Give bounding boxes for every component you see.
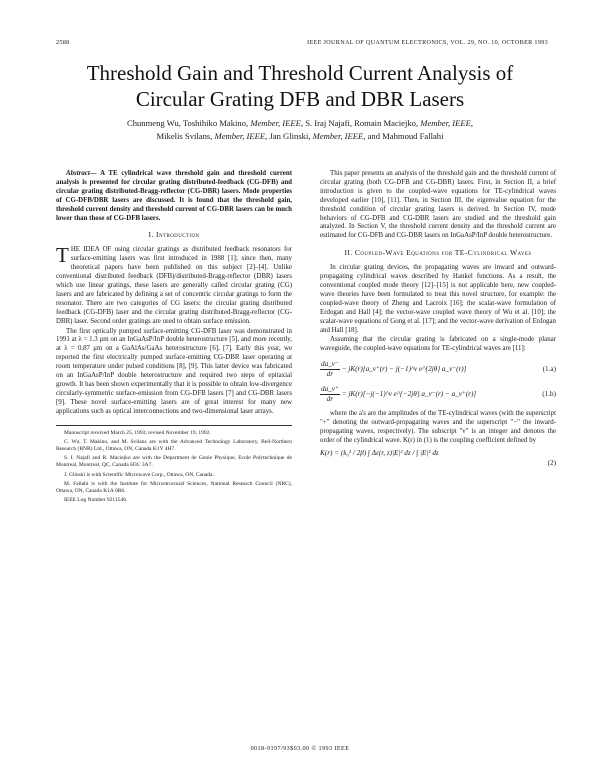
intro-lead: HE IDEA OF <box>70 246 112 254</box>
page-number: 2588 <box>56 39 70 46</box>
eq-fraction <box>320 385 340 404</box>
equation-number: (1.b) <box>542 389 556 398</box>
abstract-label: Abstract— <box>66 170 97 177</box>
author-names-2: S. Iraj Najafi, Romain Maciejko, <box>305 118 419 128</box>
section-title: Introduction <box>156 230 200 240</box>
intro-paragraph-2: The first optically pumped surface-emitting CG-DFB laser was demonstrated in 1991 at λ = 1.3 μm on an InGaAsP/InP double heterostructure [5], and more recently, at λ = 0.87 μm on a GaAlAs/GaAs heterostructure [6], [7]. Early this year, we reported the first electrically pumped surface-emitting CG-DBR laser operating at room temperature under pulsed conditions [8], [9]. This latter device was fabricated on an InGaAsP/InP double heterostructure and required two steps of epitaxial growth. It has been shown experimentally that it is possible to obtain low-divergence circularly-symmetric surface-emission from CG-DFB lasers [7] and CG-DBR lasers [9]. These novel surface-emitting lasers are of great interest for many new applications such as optical interconnections and two-dimensional laser arrays. <box>56 327 292 415</box>
author-names-3: Mikelis Svilans, <box>156 130 213 141</box>
abstract <box>56 170 292 223</box>
equation-body: K(r) = (k₀² / 2β) ∫ Δε(r, z)|E|² dz / ∫ |E|² dz <box>320 449 439 458</box>
footnote-divider <box>56 425 292 426</box>
equation-1a <box>320 360 556 379</box>
section-title: Coupled-Wave Equations for TE-Cylindrical Waves <box>354 248 532 258</box>
left-column <box>56 170 292 506</box>
eq-numerator: da_ν⁺ <box>321 385 339 394</box>
drop-cap: T <box>56 243 69 268</box>
section2-paragraph-3: where the a's are the amplitudes of the TE-cylindrical waves (with the superscript "+" denoting the outward-propagating waves and the superscript "−" the inward-propagating waves, respectively). The subscript "ν" is an integer and denotes the order of the cylindrical wave. K(r) in (1) is the coupling coefficient defined by <box>320 409 556 444</box>
running-header <box>56 39 548 49</box>
section-heading-1 <box>56 231 292 240</box>
paper-title <box>40 60 560 112</box>
member-tag: Member, IEEE, <box>214 130 268 141</box>
equation-number: (2) <box>547 459 556 468</box>
footnote: C. Wu, T. Makino, and M. Svilans are with the Advanced Technology Laboratory, Bell-Northern Research (BNR) Ltd., Ottawa, ON, Canada K1Y 4H7. <box>56 438 292 452</box>
footnote: IEEE Log Number 9211546. <box>64 497 128 504</box>
footnote: J. Glinski is with Scientific Microwave Corp., Ottawa, ON, Canada. <box>64 471 214 478</box>
equation-2 <box>320 449 556 468</box>
footnote: M. Fallahi is with the Institute for Microstructural Sciences, National Research Council (NRC), Ottawa, ON, Canada K1A 0R6. <box>56 480 292 494</box>
member-tag: Member, IEEE, <box>312 130 366 141</box>
equation-number: (1.a) <box>542 365 556 374</box>
right-column <box>320 170 556 468</box>
intro-text-1: using circular gratings as distributed feedback resonators for surface-emitting lasers was first introduced in 1988 [1]; since then, many theoretical papers have been published on this subject [2]–[4]. Unlike conventional distributed feedback (DFB)/distributed-Bragg-reflector (DBR) lasers which use linear gratings, these lasers are generally called circular grating (CG) lasers and are fabricated by defining a set of concentric circular gratings to form the resonator. There are two categories of CG lasers: the circular grating distributed feedback (CG-DFB) laser and the circular grating distributed-Bragg-reflector (CG-DBR) laser. Second order gratings are used to obtain surface emission. <box>56 246 292 325</box>
equation-body: = jK(r)[−j(−1)^ν e^{−2jθ} a_ν⁻(r) − a_ν⁺(r)] <box>341 389 477 398</box>
overview-paragraph: This paper presents an analysis of the threshold gain and the threshold current of circular grating (both CG-DFB and CG-DBR) lasers. First, in Section II, a brief introduction is given to the coupled-wave equations for TE-cylindrical waves developed earlier [10], [11]. Then, in Section III, the eigenvalue equation for the threshold condition of circular grating lasers is derived. In Section IV, mode behaviors of CG-DFB and CG-DBR lasers are studied and the threshold gain analyzed. In Section V, the threshold current density and the threshold current are estimated for CG-DFB and CG-DBR lasers on InGaAsP/InP double heterostructure. <box>320 170 556 240</box>
equation-1b <box>320 385 556 404</box>
footnote: Manuscript received March 25, 1993; revised November 19, 1992. <box>64 429 211 436</box>
section-numeral: II. <box>344 248 353 258</box>
author-names-1: Chunmeng Wu, Toshihiko Makino, <box>126 118 249 128</box>
eq-numerator: da_ν⁻ <box>321 360 339 369</box>
section-heading-2 <box>320 249 556 258</box>
member-tag: Member, IEEE, <box>420 118 474 128</box>
intro-paragraph-1 <box>56 243 292 326</box>
author-names-5: and Mahmoud Fallahi <box>367 130 444 141</box>
footnote: S. I. Najafi and R. Maciejko are with the Department de Genie Physique, Ecole Polytechnique de Montreal, Montreal, QC, Canada H3C 3A7. <box>56 455 292 469</box>
section2-paragraph-2: Assuming that the circular grating is fabricated on a single-mode planar waveguide, the coupled-wave equations for TE-cylindrical waves are [11]: <box>320 336 556 353</box>
abstract-text: A TE cylindrical wave threshold gain and threshold current analysis is presented for circular grating distributed-feedback (CG-DFB) and circular grating distributed-Bragg-reflector (CG-DBR) lasers. Mode properties of CG-DFB/DBR lasers are discussed. It is found that the threshold gain, threshold current density and threshold current of CG-DBR lasers can be much lower than those of CG-DFB lasers. <box>56 170 292 222</box>
title-line-1: Threshold Gain and Threshold Current Analysis of <box>86 61 514 85</box>
author-list <box>60 117 540 142</box>
journal-name: IEEE JOURNAL OF QUANTUM ELECTRONICS, VOL. 29, NO. 10, OCTOBER 1993 <box>307 39 548 46</box>
eq-denominator: dr <box>326 394 334 403</box>
section2-paragraph-1: In circular grating devices, the propagating waves are inward and outward-propagating cylindrical waves described by Hankel functions. As a result, the conventional coupled mode theory [12]–[15] is not applicable here, new coupled-wave theories have been formulated to treat this novel structure, for example: the coupled-wave theory of Zheng and Lacroix [16]; the scalar-wave formulation of Erdogan and Hall [4]; the vector-wave coupled wave theory of Wu et al. [10]; the scalar-wave equations of Gong et al. [17]; and the vector-wave derivation of Erdogan and Hall [18]. <box>320 264 556 334</box>
equation-body: − jK(r)[a_ν⁺(r) − j(−1)^ν e^{2jθ} a_ν⁻(r)] <box>341 365 467 374</box>
section-numeral: I. <box>148 230 154 240</box>
eq-denominator: dr <box>326 370 334 379</box>
author-names-4: Jan Glinski, <box>269 130 311 141</box>
footnotes <box>56 430 292 505</box>
copyright-footer: 0018-9197/93$03.00 © 1993 IEEE <box>250 745 350 752</box>
member-tag: Member, IEEE, <box>250 118 304 128</box>
eq-fraction <box>320 360 340 379</box>
title-line-2: Circular Grating DFB and DBR Lasers <box>135 87 465 111</box>
